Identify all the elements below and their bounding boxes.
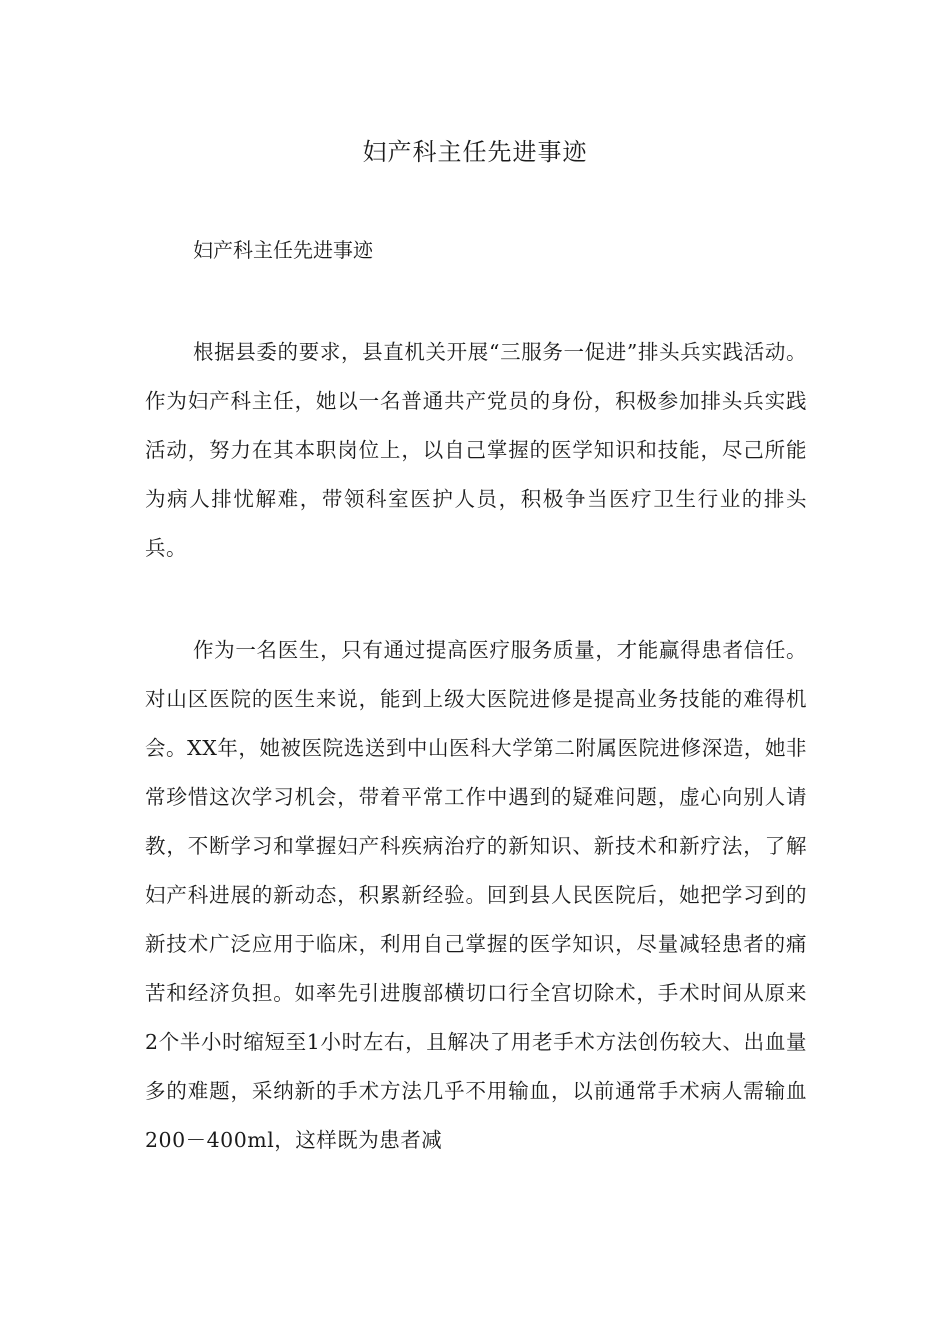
document-title: 妇产科主任先进事迹: [362, 138, 588, 166]
document-subtitle: 妇产科主任先进事迹: [193, 238, 373, 262]
paragraph-1: 根据县委的要求，县直机关开展“三服务一促进”排头兵实践活动。作为妇产科主任，她以一名普通共产党员的身份，积极参加排头兵实践活动，努力在其本职岗位上，以自己掌握的医学知识和技能，尽己所能为病人排忧解难，带领科室医护人员，积极争当医疗卫生行业的排头兵。: [145, 340, 807, 560]
paragraph-2: 作为一名医生，只有通过提高医疗服务质量，才能赢得患者信任。对山区医院的医生来说，能到上级大医院进修是提高业务技能的难得机会。XX年，她被医院选送到中山医科大学第二附属医院进修深造，她非常珍惜这次学习机会，带着平常工作中遇到的疑难问题，虚心向别人请教，不断学习和掌握妇产科疾病治疗的新知识、新技术和新疗法，了解妇产科进展的新动态，积累新经验。回到县人民医院后，她把学习到的新技术广泛应用于临床，利用自己掌握的医学知识，尽量减轻患者的痛苦和经济负担。如率先引进腹部横切口行全宫切除术，手术时间从原来2个半小时缩短至1小时左右，且解决了用老手术方法创伤较大、出血量多的难题，采纳新的手术方法几乎不用输血，以前通常手术病人需输血200－400ml，这样既为患者减: [145, 638, 807, 1152]
